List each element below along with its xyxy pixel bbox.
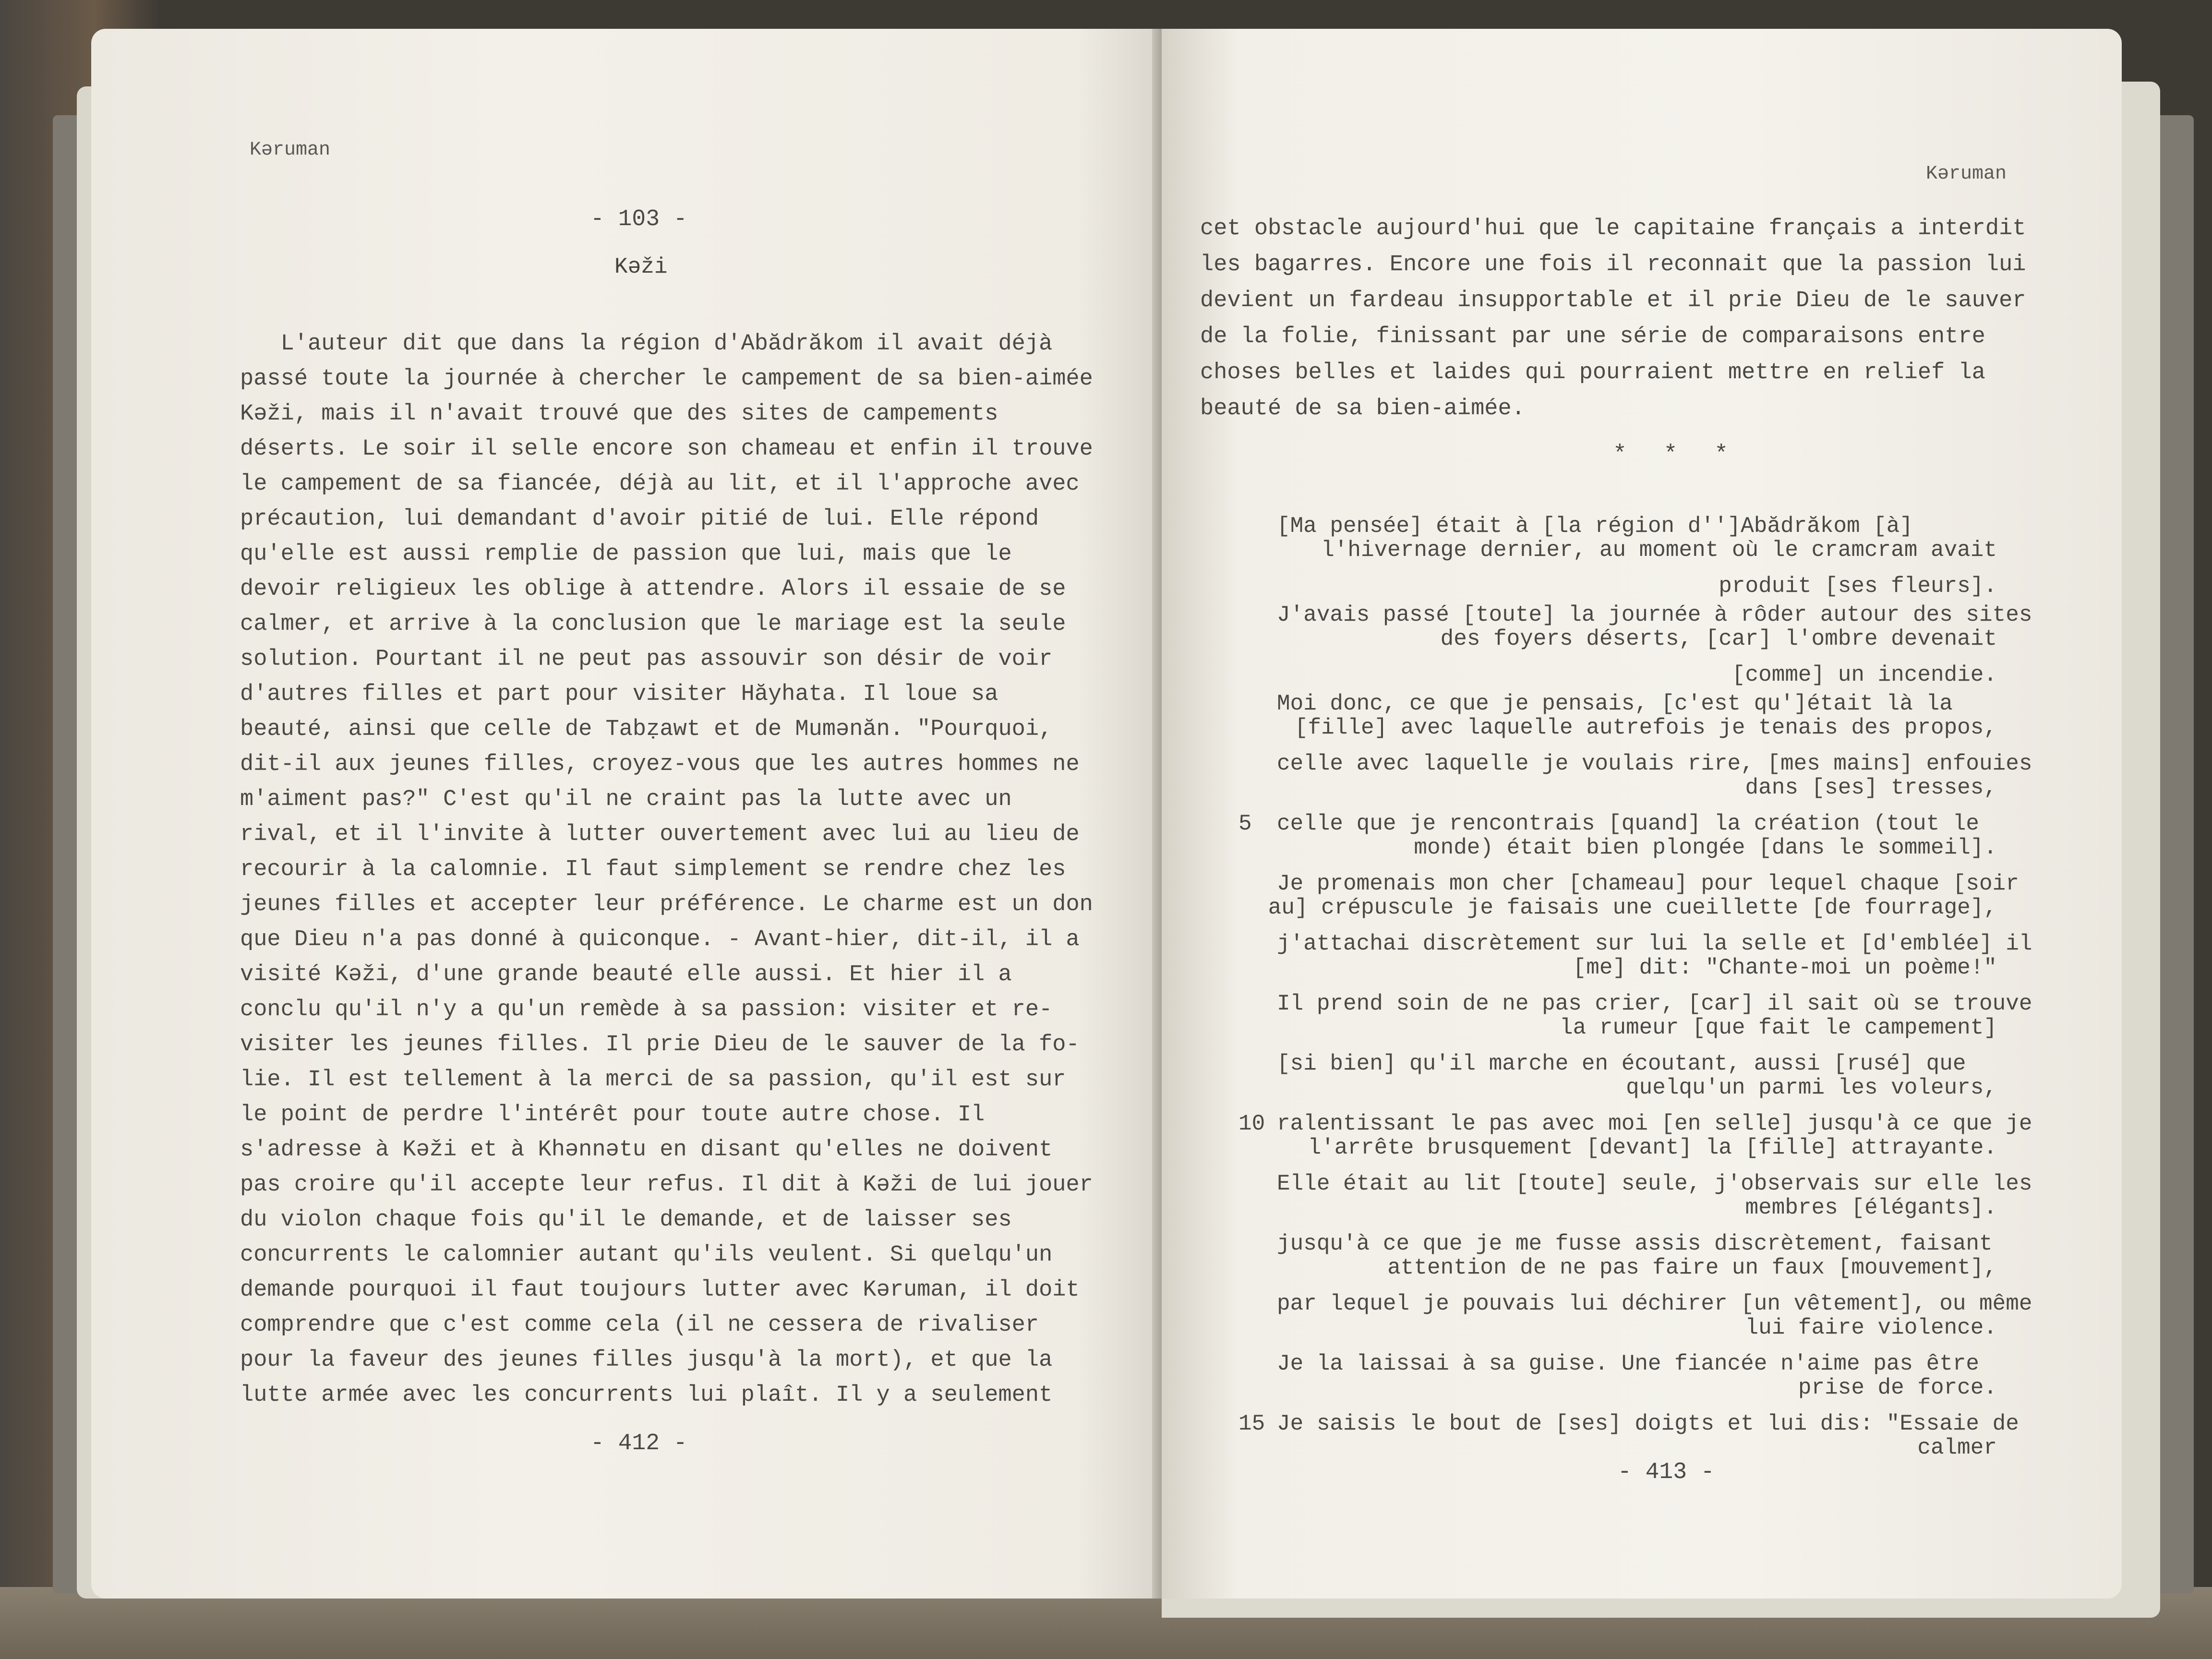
page-number-bottom: - 412 - [590,1431,687,1456]
verse-first-line: par lequel je pouvais lui déchirer [un vêtement], ou même [1277,1291,2032,1316]
body-line: concurrents le calomnier autant qu'ils veulent. Si quelqu'un [240,1242,1053,1268]
body-line: que Dieu n'a pas donné à quiconque. - Avant-hier, dit-il, il a [240,927,1080,952]
verse-continuation-line: l'hivernage dernier, au moment où le cramcram avait [1321,538,1997,563]
body-line: déserts. Le soir il selle encore son chameau et enfin il trouve [240,436,1093,462]
verse-line [1162,931,2122,984]
body-line: le point de perdre l'intérêt pour toute autre chose. Il [240,1102,985,1128]
body-line: comprendre que c'est comme cela (il ne cessera de rivaliser [240,1312,1039,1338]
verse-continuation-line: dans [ses] tresses, [1745,775,1997,800]
verse-continuation-line: membres [élégants]. [1745,1195,1997,1220]
running-head: Kəruman [1925,163,2007,185]
body-line: devoir religieux les oblige à attendre. Alors il essaie de se [240,577,1066,602]
verse-continuation-line: prise de force. [1798,1375,1997,1400]
verse-line [1162,991,2122,1044]
verse-first-line: [si bien] qu'il marche en écoutant, aussi [rusé] que [1277,1051,1966,1076]
verse-line [1162,811,2122,864]
body-line: L'auteur dit que dans la région d'Abădrăkom il avait déjà [240,331,1053,357]
body-line: jeunes filles et accepter leur préférence. Le charme est un don [240,892,1093,917]
chapter-title: Kəži [614,254,668,279]
body-line: m'aiment pas?" C'est qu'il ne craint pas la lutte avec un [240,787,1012,812]
verse-continuation-line: la rumeur [que fait le campement] [1560,1015,1997,1040]
verse-line [1162,1231,2122,1284]
verse-continuation-line: [fille] avec laquelle autrefois je tenais des propos, [1294,715,1997,740]
body-line: conclu qu'il n'y a qu'un remède à sa passion: visiter et re- [240,997,1053,1022]
body-line: demande pourquoi il faut toujours lutter avec Kəruman, il doit [240,1277,1080,1303]
verse-line [1162,1291,2122,1344]
verse-continuation-line: lui faire violence. [1745,1315,1997,1340]
body-line: cet obstacle aujourd'hui que le capitaine français a interdit [1200,216,2026,241]
verse-continuation-line: l'arrête brusquement [devant] la [fille] attrayante. [1308,1135,1997,1160]
verse-continuation-line: monde) était bien plongée [dans le sommeil]. [1414,835,1997,860]
body-line: du violon chaque fois qu'il le demande, et de laisser ses [240,1207,1012,1233]
body-line: rival, et il l'invite à lutter ouvertement avec lui au lieu de [240,822,1080,847]
verse-number: 15 [1238,1411,1265,1436]
verse-line [1162,1351,2122,1404]
verse-first-line: Elle était au lit [toute] seule, j'observais sur elle les [1277,1171,2032,1196]
running-head: Kəruman [250,139,331,161]
body-line: s'adresse à Kəži et à Khənnətu en disant qu'elles ne doivent [240,1137,1053,1163]
page-number-bottom: - 413 - [1618,1459,1715,1485]
verse-first-line: Moi donc, ce que je pensais, [c'est qu']était là la [1277,691,1953,716]
body-line: pas croire qu'il accepte leur refus. Il dit à Kəži de lui jouer [240,1172,1093,1198]
verse-line [1162,514,2122,566]
body-line: beauté de sa bien-aimée. [1200,396,1525,421]
body-line: visité Kəži, d'une grande beauté elle aussi. Et hier il a [240,962,1012,987]
verse-first-line: celle avec laquelle je voulais rire, [mes mains] enfouies [1277,751,2032,776]
body-line: précaution, lui demandant d'avoir pitié de lui. Elle répond [240,506,1039,532]
verse-first-line: Je promenais mon cher [chameau] pour lequel chaque [soir [1277,871,2019,896]
body-line: lie. Il est tellement à la merci de sa passion, qu'il est sur [240,1067,1066,1093]
body-line: les bagarres. Encore une fois il reconnait que la passion lui [1200,252,2026,277]
verse-first-line: j'attachai discrètement sur lui la selle et [d'emblée] il [1277,931,2032,956]
verse-first-line: Je saisis le bout de [ses] doigts et lui dis: "Essaie de [1277,1411,2019,1436]
right-page [1162,29,2122,1599]
body-line: beauté, ainsi que celle de Tabẓawt et de Mumənăn. "Pourquoi, [240,717,1053,742]
body-line: lutte armée avec les concurrents lui plaît. Il y a seulement [240,1382,1053,1408]
left-page [91,29,1162,1599]
verse-line [1162,871,2122,924]
verse-continuation-line: [comme] un incendie. [1731,662,1997,687]
body-line: de la folie, finissant par une série de comparaisons entre [1200,324,1985,349]
verse-continuation-line: calmer [1917,1435,1997,1460]
verse-first-line: Je la laissai à sa guise. Une fiancée n'aime pas être [1277,1351,1980,1376]
verse-line [1162,751,2122,804]
body-line: qu'elle est aussi remplie de passion que lui, mais que le [240,541,1012,567]
verse-line [1162,1411,2122,1464]
verse-line [1162,1171,2122,1224]
body-line: choses belles et laides qui pourraient mettre en relief la [1200,360,1985,385]
page-number-top: - 103 - [590,206,687,232]
body-line: dit-il aux jeunes filles, croyez-vous que les autres hommes ne [240,752,1080,777]
asterism: * * * [1613,442,1740,468]
body-line: devient un fardeau insupportable et il prie Dieu de le sauver [1200,288,2026,313]
verse-continuation-line: produit [ses fleurs]. [1719,574,1997,599]
verse-first-line: Il prend soin de ne pas crier, [car] il sait où se trouve [1277,991,2032,1016]
verse-number: 5 [1238,811,1252,836]
verse-line [1162,1111,2122,1164]
verse-first-line: [Ma pensée] était à [la région d'']Abădrăkom [à] [1277,514,1913,539]
body-line: Kəži, mais il n'avait trouvé que des sites de campements [240,401,998,427]
verse-line [1162,602,2122,655]
verse-first-line: celle que je rencontrais [quand] la création (tout le [1277,811,1980,836]
body-line: le campement de sa fiancée, déjà au lit, et il l'approche avec [240,471,1080,497]
verse-first-line: ralentissant le pas avec moi [en selle] jusqu'à ce que je [1277,1111,2032,1136]
verse-first-line: jusqu'à ce que je me fusse assis discrètement, faisant [1277,1231,1993,1256]
verse-continuation-line: [me] dit: "Chante-moi un poème!" [1573,955,1997,980]
body-line: recourir à la calomnie. Il faut simplement se rendre chez les [240,857,1066,882]
body-line: d'autres filles et part pour visiter Hăyhata. Il loue sa [240,682,998,707]
verse-number: 10 [1238,1111,1265,1136]
body-line: passé toute la journée à chercher le campement de sa bien-aimée [240,366,1093,392]
verse-first-line: J'avais passé [toute] la journée à rôder autour des sites [1277,602,2032,627]
verse-continuation-line: quelqu'un parmi les voleurs, [1626,1075,1997,1100]
verse-continuation-line: attention de ne pas faire un faux [mouvement], [1387,1255,1997,1280]
body-line: visiter les jeunes filles. Il prie Dieu de le sauver de la fo- [240,1032,1080,1058]
verse-line [1162,691,2122,744]
body-line: pour la faveur des jeunes filles jusqu'à la mort), et que la [240,1347,1053,1373]
verse-line [1162,1051,2122,1104]
body-line: solution. Pourtant il ne peut pas assouvir son désir de voir [240,647,1053,672]
body-line: calmer, et arrive à la conclusion que le mariage est la seule [240,612,1066,637]
verse-continuation-line: au] crépuscule je faisais une cueillette [de fourrage], [1268,895,1997,920]
verse-continuation-line: des foyers déserts, [car] l'ombre devenait [1440,626,1997,651]
